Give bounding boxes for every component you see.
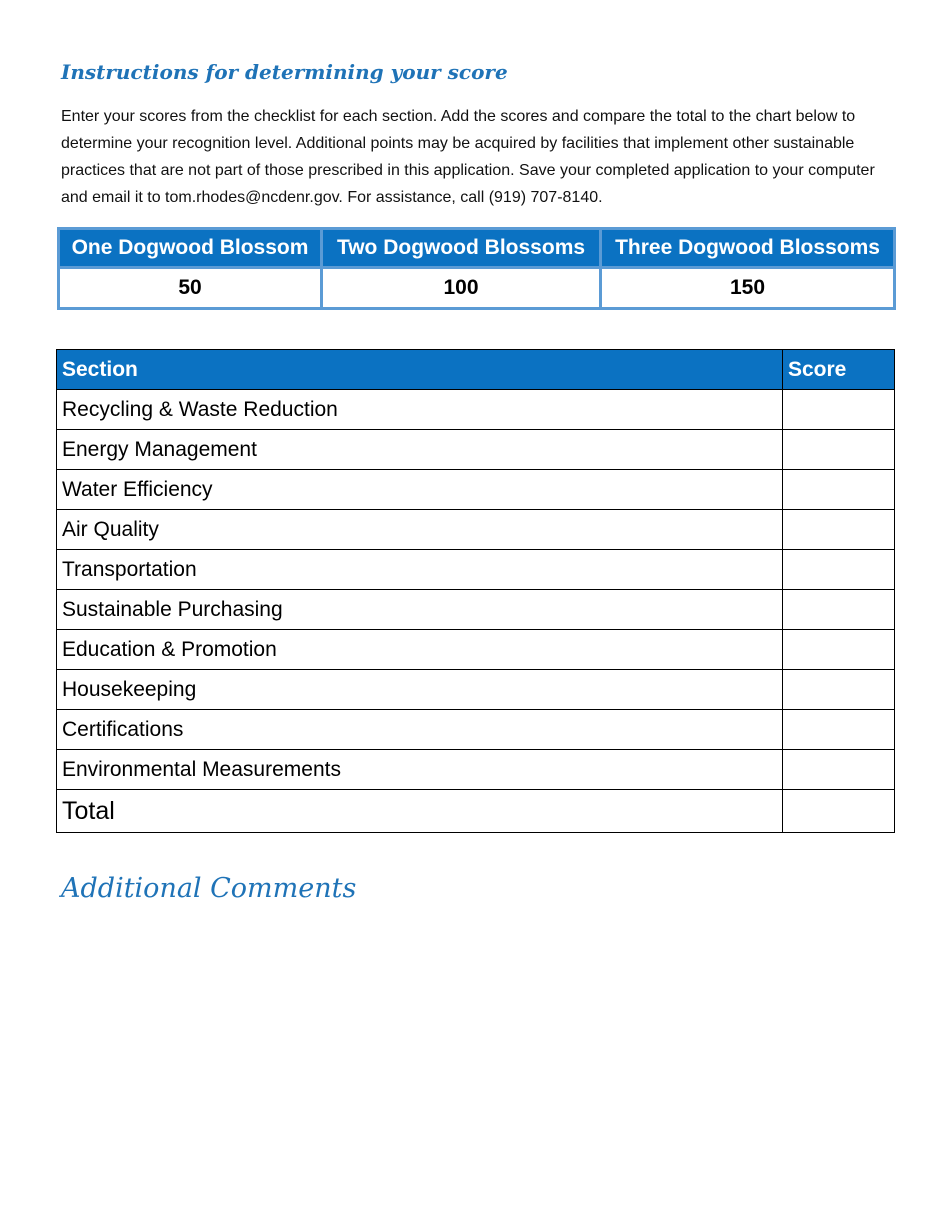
score-table xyxy=(56,349,895,833)
score-field-measurements[interactable] xyxy=(783,750,895,790)
total-score-field[interactable] xyxy=(783,790,895,833)
section-label-measurements: Environmental Measurements xyxy=(57,750,783,790)
table-row xyxy=(57,710,895,750)
section-label-purchasing: Sustainable Purchasing xyxy=(57,590,783,630)
table-row xyxy=(57,510,895,550)
table-row xyxy=(57,630,895,670)
section-label-recycling: Recycling & Waste Reduction xyxy=(57,390,783,430)
score-field-certifications[interactable] xyxy=(783,710,895,750)
score-field-energy[interactable] xyxy=(783,430,895,470)
score-field-housekeeping[interactable] xyxy=(783,670,895,710)
score-column-header: Score xyxy=(783,350,895,390)
table-row xyxy=(57,590,895,630)
additional-comments-title: Additional Comments xyxy=(61,873,357,904)
level-value-three: 150 xyxy=(601,268,895,309)
level-header-two: Two Dogwood Blossoms xyxy=(322,229,601,268)
section-label-certifications: Certifications xyxy=(57,710,783,750)
section-label-education: Education & Promotion xyxy=(57,630,783,670)
total-row xyxy=(57,790,895,833)
total-label: Total xyxy=(57,790,783,833)
level-value-one: 50 xyxy=(59,268,322,309)
recognition-level-table xyxy=(57,227,896,310)
table-row xyxy=(57,390,895,430)
level-header-three: Three Dogwood Blossoms xyxy=(601,229,895,268)
score-field-purchasing[interactable] xyxy=(783,590,895,630)
score-field-air[interactable] xyxy=(783,510,895,550)
score-field-education[interactable] xyxy=(783,630,895,670)
table-row xyxy=(57,430,895,470)
table-row xyxy=(57,670,895,710)
level-header-row xyxy=(59,229,895,268)
level-value-row xyxy=(59,268,895,309)
score-field-transportation[interactable] xyxy=(783,550,895,590)
level-value-two: 100 xyxy=(322,268,601,309)
table-row xyxy=(57,750,895,790)
instructions-title: Instructions for determining your score xyxy=(61,60,508,84)
score-table-header-row xyxy=(57,350,895,390)
score-field-recycling[interactable] xyxy=(783,390,895,430)
section-label-air: Air Quality xyxy=(57,510,783,550)
section-label-transportation: Transportation xyxy=(57,550,783,590)
table-row xyxy=(57,550,895,590)
level-header-one: One Dogwood Blossom xyxy=(59,229,322,268)
instructions-text: Enter your scores from the checklist for each section. Add the scores and compare the total to the chart below to determine your recognition level. Additional points may be acquired by facilities that implement other sustainable practices that are not part of those prescribed in this application. Save your completed application to your computer and email it to tom.rhodes@ncdenr.gov. For assistance, call (919) 707-8140. xyxy=(61,108,875,206)
section-column-header: Section xyxy=(57,350,783,390)
table-row xyxy=(57,470,895,510)
section-label-energy: Energy Management xyxy=(57,430,783,470)
section-label-water: Water Efficiency xyxy=(57,470,783,510)
section-label-housekeeping: Housekeeping xyxy=(57,670,783,710)
score-field-water[interactable] xyxy=(783,470,895,510)
